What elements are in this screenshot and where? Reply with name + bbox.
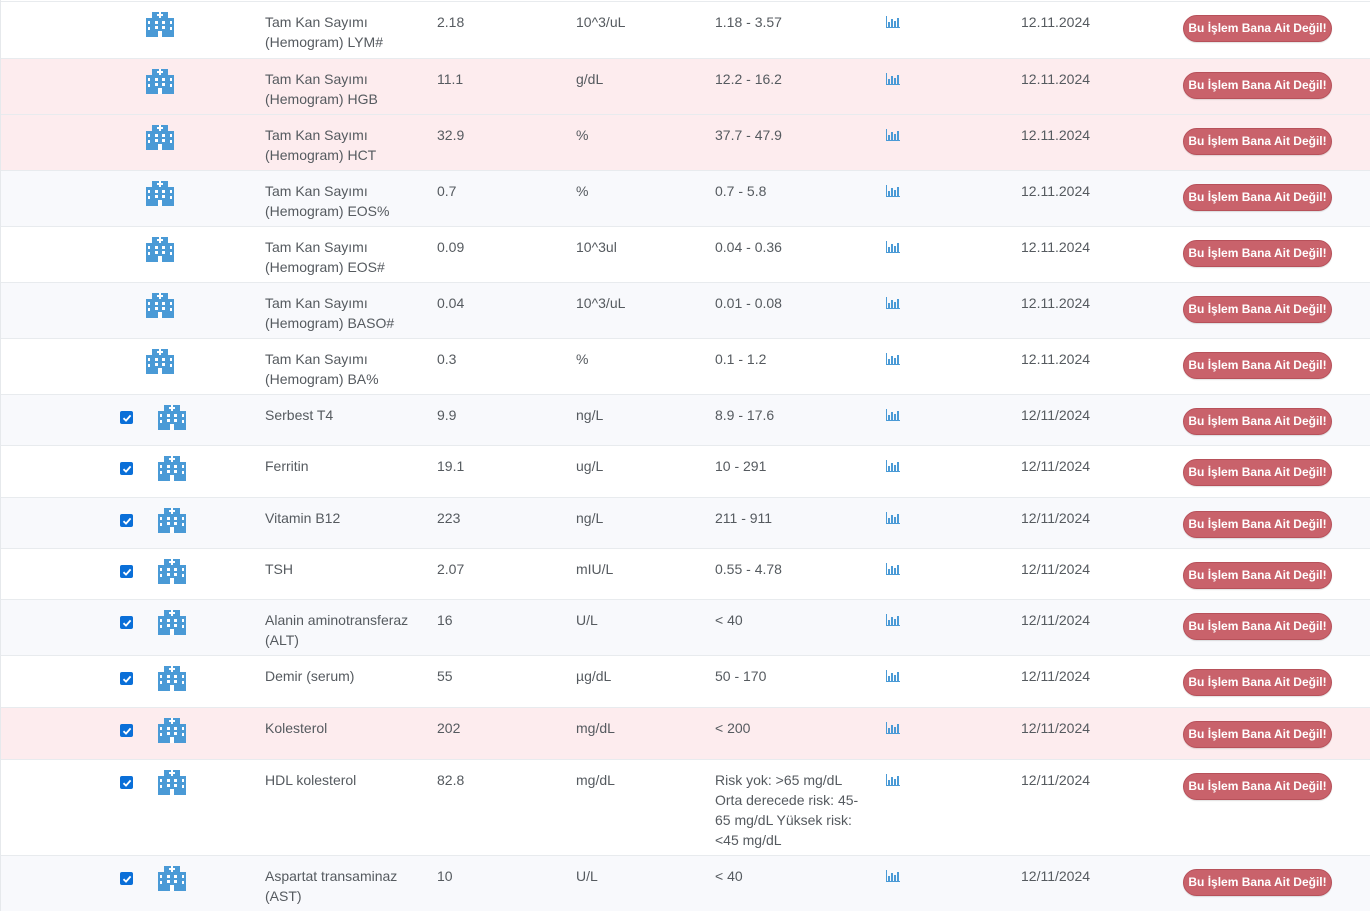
table-row xyxy=(1,759,1370,855)
test-unit: % xyxy=(576,183,589,199)
table-row xyxy=(1,226,1370,282)
hospital-icon[interactable] xyxy=(146,292,174,318)
bar-chart-icon[interactable] xyxy=(886,128,900,140)
not-mine-button[interactable]: Bu İşlem Bana Ait Değil! xyxy=(1183,869,1332,896)
checkbox-checked-icon xyxy=(122,674,132,684)
table-row xyxy=(1,338,1370,394)
test-value: 16 xyxy=(437,612,453,628)
test-date: 12/11/2024 xyxy=(1021,458,1091,474)
hospital-icon[interactable] xyxy=(158,404,186,430)
test-value: 202 xyxy=(437,720,461,736)
test-unit: 10^3ul xyxy=(576,239,617,255)
reference-range: 0.01 - 0.08 xyxy=(715,295,782,311)
test-date: 12/11/2024 xyxy=(1021,561,1091,577)
table-row xyxy=(1,655,1370,707)
hospital-icon[interactable] xyxy=(158,558,186,584)
test-date: 12.11.2024 xyxy=(1021,14,1091,30)
row-checkbox[interactable] xyxy=(120,462,133,475)
test-name: Tam Kan Sayımı (Hemogram) HCT xyxy=(265,127,377,163)
table-row xyxy=(1,497,1370,548)
hospital-icon[interactable] xyxy=(158,609,186,635)
test-name: Tam Kan Sayımı (Hemogram) BA% xyxy=(265,351,379,387)
bar-chart-icon[interactable] xyxy=(886,562,900,574)
hospital-icon[interactable] xyxy=(158,507,186,533)
test-value: 0.3 xyxy=(437,351,457,367)
test-date: 12.11.2024 xyxy=(1021,183,1091,199)
reference-range: 0.1 - 1.2 xyxy=(715,351,767,367)
test-date: 12/11/2024 xyxy=(1021,868,1091,884)
bar-chart-icon[interactable] xyxy=(886,869,900,881)
not-mine-button[interactable]: Bu İşlem Bana Ait Değil! xyxy=(1183,15,1332,42)
bar-chart-icon[interactable] xyxy=(886,773,900,785)
test-name: Tam Kan Sayımı (Hemogram) BASO# xyxy=(265,295,395,331)
test-unit: ng/L xyxy=(576,510,604,526)
test-date: 12/11/2024 xyxy=(1021,612,1091,628)
test-date: 12/11/2024 xyxy=(1021,668,1091,684)
table-row xyxy=(1,855,1370,911)
test-value: 0.09 xyxy=(437,239,465,255)
test-name: Vitamin B12 xyxy=(265,510,341,526)
checkbox-checked-icon xyxy=(122,778,132,788)
bar-chart-icon[interactable] xyxy=(886,184,900,196)
bar-chart-icon[interactable] xyxy=(886,408,900,420)
test-value: 11.1 xyxy=(437,71,464,87)
test-value: 0.7 xyxy=(437,183,457,199)
test-value: 55 xyxy=(437,668,453,684)
checkbox-checked-icon xyxy=(122,413,132,423)
test-date: 12.11.2024 xyxy=(1021,239,1091,255)
reference-range: 211 - 911 xyxy=(715,510,773,526)
not-mine-button[interactable]: Bu İşlem Bana Ait Değil! xyxy=(1183,184,1332,211)
test-unit: ng/L xyxy=(576,407,604,423)
test-name: Alanin aminotransferaz (ALT) xyxy=(265,612,409,648)
test-value: 10 xyxy=(437,868,453,884)
not-mine-button[interactable]: Bu İşlem Bana Ait Değil! xyxy=(1183,721,1332,748)
test-name: Kolesterol xyxy=(265,720,328,736)
checkbox-checked-icon xyxy=(122,516,132,526)
test-name: Ferritin xyxy=(265,458,309,474)
table-row xyxy=(1,282,1370,338)
test-unit: g/dL xyxy=(576,71,604,87)
not-mine-button[interactable]: Bu İşlem Bana Ait Değil! xyxy=(1183,459,1332,486)
not-mine-button[interactable]: Bu İşlem Bana Ait Değil! xyxy=(1183,128,1332,155)
table-row xyxy=(1,599,1370,655)
test-unit: µg/dL xyxy=(576,668,612,684)
bar-chart-icon[interactable] xyxy=(886,669,900,681)
test-date: 12.11.2024 xyxy=(1021,351,1091,367)
table-row xyxy=(1,445,1370,497)
test-date: 12/11/2024 xyxy=(1021,720,1091,736)
test-name: HDL kolesterol xyxy=(265,772,357,788)
not-mine-button[interactable]: Bu İşlem Bana Ait Değil! xyxy=(1183,562,1332,589)
hospital-icon[interactable] xyxy=(158,665,186,691)
test-unit: mg/dL xyxy=(576,772,615,788)
hospital-icon[interactable] xyxy=(146,124,174,150)
test-name: Tam Kan Sayımı (Hemogram) EOS% xyxy=(265,183,390,219)
test-unit: % xyxy=(576,351,589,367)
row-checkbox[interactable] xyxy=(120,514,133,527)
reference-range: 37.7 - 47.9 xyxy=(715,127,782,143)
test-unit: mg/dL xyxy=(576,720,615,736)
checkbox-checked-icon xyxy=(122,726,132,736)
reference-range: Risk yok: >65 mg/dL Orta derecede risk: 45-65 mg/dL Yüksek risk: <45 mg/dL xyxy=(715,772,859,848)
test-name: Aspartat transaminaz (AST) xyxy=(265,868,398,904)
bar-chart-icon[interactable] xyxy=(886,15,900,27)
hospital-icon[interactable] xyxy=(146,236,174,262)
test-value: 223 xyxy=(437,510,461,526)
checkbox-checked-icon xyxy=(122,618,132,628)
not-mine-button[interactable]: Bu İşlem Bana Ait Değil! xyxy=(1183,296,1332,323)
test-unit: U/L xyxy=(576,868,598,884)
hospital-icon[interactable] xyxy=(146,348,174,374)
not-mine-button[interactable]: Bu İşlem Bana Ait Değil! xyxy=(1183,613,1332,640)
table-row xyxy=(1,58,1370,114)
bar-chart-icon[interactable] xyxy=(886,613,900,625)
checkbox-checked-icon xyxy=(122,464,132,474)
bar-chart-icon[interactable] xyxy=(886,459,900,471)
reference-range: < 40 xyxy=(715,612,743,628)
bar-chart-icon[interactable] xyxy=(886,240,900,252)
test-unit: 10^3/uL xyxy=(576,14,626,30)
row-checkbox[interactable] xyxy=(120,724,133,737)
reference-range: < 200 xyxy=(715,720,751,736)
bar-chart-icon[interactable] xyxy=(886,721,900,733)
hospital-icon[interactable] xyxy=(158,865,186,891)
table-row xyxy=(1,170,1370,226)
test-value: 9.9 xyxy=(437,407,457,423)
test-value: 2.18 xyxy=(437,14,465,30)
reference-range: 8.9 - 17.6 xyxy=(715,407,775,423)
row-checkbox[interactable] xyxy=(120,565,133,578)
bar-chart-icon[interactable] xyxy=(886,296,900,308)
test-date: 12/11/2024 xyxy=(1021,407,1091,423)
not-mine-button[interactable]: Bu İşlem Bana Ait Değil! xyxy=(1183,669,1332,696)
reference-range: 12.2 - 16.2 xyxy=(715,71,782,87)
hospital-icon[interactable] xyxy=(146,180,174,206)
reference-range: 10 - 291 xyxy=(715,458,767,474)
test-date: 12/11/2024 xyxy=(1021,510,1091,526)
test-date: 12/11/2024 xyxy=(1021,772,1091,788)
row-checkbox[interactable] xyxy=(120,672,133,685)
hospital-icon[interactable] xyxy=(158,717,186,743)
test-value: 2.07 xyxy=(437,561,465,577)
hospital-icon[interactable] xyxy=(146,11,174,37)
reference-range: 0.04 - 0.36 xyxy=(715,239,782,255)
test-date: 12.11.2024 xyxy=(1021,71,1091,87)
test-unit: % xyxy=(576,127,589,143)
not-mine-button[interactable]: Bu İşlem Bana Ait Değil! xyxy=(1183,352,1332,379)
table-row xyxy=(1,707,1370,759)
test-value: 82.8 xyxy=(437,772,465,788)
row-checkbox[interactable] xyxy=(120,776,133,789)
test-unit: ug/L xyxy=(576,458,604,474)
row-checkbox[interactable] xyxy=(120,872,133,885)
not-mine-button[interactable]: Bu İşlem Bana Ait Değil! xyxy=(1183,773,1332,800)
test-unit: mIU/L xyxy=(576,561,614,577)
checkbox-checked-icon xyxy=(122,874,132,884)
test-name: Tam Kan Sayımı (Hemogram) LYM# xyxy=(265,14,383,50)
test-unit: 10^3/uL xyxy=(576,295,626,311)
test-name: Tam Kan Sayımı (Hemogram) EOS# xyxy=(265,239,385,275)
table-row xyxy=(1,1,1370,58)
not-mine-button[interactable]: Bu İşlem Bana Ait Değil! xyxy=(1183,511,1332,538)
test-value: 19.1 xyxy=(437,458,465,474)
test-name: Serbest T4 xyxy=(265,407,334,423)
reference-range: 1.18 - 3.57 xyxy=(715,14,782,30)
not-mine-button[interactable]: Bu İşlem Bana Ait Değil! xyxy=(1183,240,1332,267)
hospital-icon[interactable] xyxy=(158,455,186,481)
checkbox-checked-icon xyxy=(122,567,132,577)
test-value: 32.9 xyxy=(437,127,465,143)
bar-chart-icon[interactable] xyxy=(886,511,900,523)
table-row xyxy=(1,114,1370,170)
test-name: Tam Kan Sayımı (Hemogram) HGB xyxy=(265,71,378,107)
row-checkbox[interactable] xyxy=(120,411,133,424)
not-mine-button[interactable]: Bu İşlem Bana Ait Değil! xyxy=(1183,72,1332,99)
test-value: 0.04 xyxy=(437,295,465,311)
test-name: TSH xyxy=(265,561,293,577)
row-checkbox[interactable] xyxy=(120,616,133,629)
hospital-icon[interactable] xyxy=(158,769,186,795)
test-unit: U/L xyxy=(576,612,598,628)
reference-range: < 40 xyxy=(715,868,743,884)
reference-range: 0.7 - 5.8 xyxy=(715,183,767,199)
test-date: 12.11.2024 xyxy=(1021,127,1091,143)
reference-range: 50 - 170 xyxy=(715,668,767,684)
table-row xyxy=(1,394,1370,445)
bar-chart-icon[interactable] xyxy=(886,352,900,364)
hospital-icon[interactable] xyxy=(146,68,174,94)
bar-chart-icon[interactable] xyxy=(886,72,900,84)
not-mine-button[interactable]: Bu İşlem Bana Ait Değil! xyxy=(1183,408,1332,435)
table-row xyxy=(1,548,1370,599)
test-date: 12.11.2024 xyxy=(1021,295,1091,311)
test-name: Demir (serum) xyxy=(265,668,355,684)
reference-range: 0.55 - 4.78 xyxy=(715,561,782,577)
